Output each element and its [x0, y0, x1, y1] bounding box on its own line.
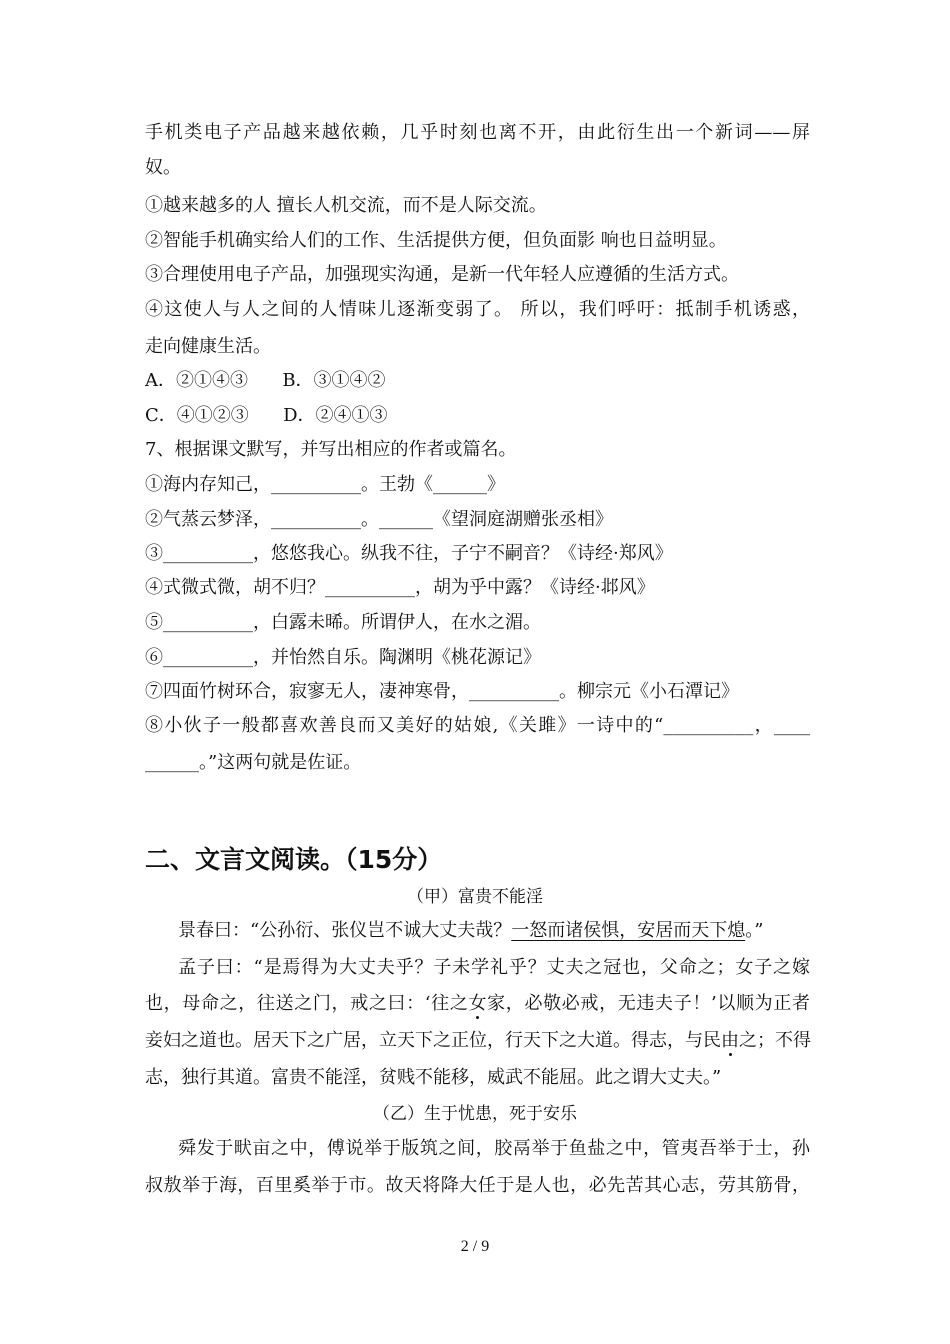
passage-text: 家，必敬必戒，无违夫子！’以顺为正者 [487, 993, 810, 1014]
page-number: 2 / 9 [460, 1238, 490, 1255]
answer-choices-ab: A．②①④③ B．③①④② [145, 370, 386, 391]
passage-a-line: 志，独行其道。富贵不能淫，贫贱不能移，威武不能屈。此之谓大丈夫。” [145, 1067, 722, 1088]
passage-a-line [145, 991, 810, 1017]
fill-blank-6: ⑥__________，并怡然自乐。陶渊明《桃花源记》 [145, 647, 541, 668]
passage-text: 妾妇之道也。居天下之广居，立天下之正位，行天下之大道。得志，与民 [145, 1030, 721, 1051]
passage-a-title: （甲）富贵不能淫 [407, 887, 543, 907]
passage-text: 。” [745, 920, 764, 941]
passage-b-title: （乙）生于忧患，死于安乐 [373, 1104, 577, 1124]
answer-choices-cd: C．④①②③ D．②④①③ [145, 405, 388, 426]
passage-a-line: 孟子曰：“是焉得为大丈夫乎？子未学礼乎？丈夫之冠也，父命之；女子之嫁 [178, 957, 810, 978]
fill-blank-2: ②气蒸云梦泽，__________。______《望洞庭湖赠张丞相》 [145, 509, 613, 530]
passage-text: 景春曰：“公孙衍、张仪岂不诚大丈夫哉？ [178, 920, 512, 941]
fill-blank-7: ⑦四面竹树环合，寂寥无人，凄神寒骨，__________。柳宗元《小石潭记》 [145, 681, 739, 702]
passage-text: 也，母命之，往送之门，戒之曰：‘往之 [145, 993, 469, 1014]
passage-b-line: 叔敖举于海，百里奚举于市。故天将降大任于是人也，必先苦其心志，劳其筋骨， [145, 1175, 810, 1196]
fill-blank-4: ④式微式微，胡不归？__________，胡为乎中露？《诗经·邶风》 [145, 577, 655, 598]
text-line: 走向健康生活。 [145, 336, 271, 357]
fill-blank-3: ③__________，悠悠我心。纵我不往，子宁不嗣音？《诗经·郑风》 [145, 543, 673, 564]
fill-blank-5: ⑤__________，白露未晞。所谓伊人，在水之湄。 [145, 612, 541, 633]
passage-a-line [145, 1028, 810, 1054]
section-heading: 二、文言文阅读。（15分） [145, 845, 443, 874]
passage-text: 之；不得 [739, 1030, 811, 1051]
option-2: ②智能手机确实给人们的工作、生活提供方便，但负面影 响也日益明显。 [145, 230, 727, 251]
fill-blank-1: ①海内存知己，__________。王勃《______》 [145, 474, 505, 495]
fill-blank-8: ⑧小伙子一般都喜欢善良而又美好的姑娘,《关雎》一诗中的“__________，____ [145, 715, 810, 736]
underlined-sentence: 一怒而诸侯惧，安居而天下熄 [511, 920, 746, 941]
fill-blank-8-cont: ______。”这两句就是佐证。 [145, 752, 362, 773]
option-4: ④这使人与人之间的人情味儿逐渐变弱了。 所以，我们呼吁：抵制手机诱惑， [145, 299, 810, 320]
passage-a-line [178, 918, 763, 944]
option-1: ①越来越多的人 擅长人机交流，而不是人际交流。 [145, 195, 547, 216]
option-3: ③合理使用电子产品，加强现实沟通，是新一代年轻人应遵循的生活方式。 [145, 264, 739, 285]
text-line: 奴。 [145, 157, 181, 178]
question-7-title: 7、根据课文默写，并写出相应的作者或篇名。 [145, 439, 517, 460]
passage-b-line: 舜发于畎亩之中，傅说举于版筑之间，胶鬲举于鱼盐之中，管夷吾举于士，孙 [178, 1138, 810, 1159]
dotted-char: 由 [721, 1030, 739, 1051]
dotted-char: 女 [468, 993, 488, 1014]
text-line: 手机类电子产品越来越依赖，几乎时刻也离不开，由此衍生出一个新词——屏 [145, 122, 810, 143]
